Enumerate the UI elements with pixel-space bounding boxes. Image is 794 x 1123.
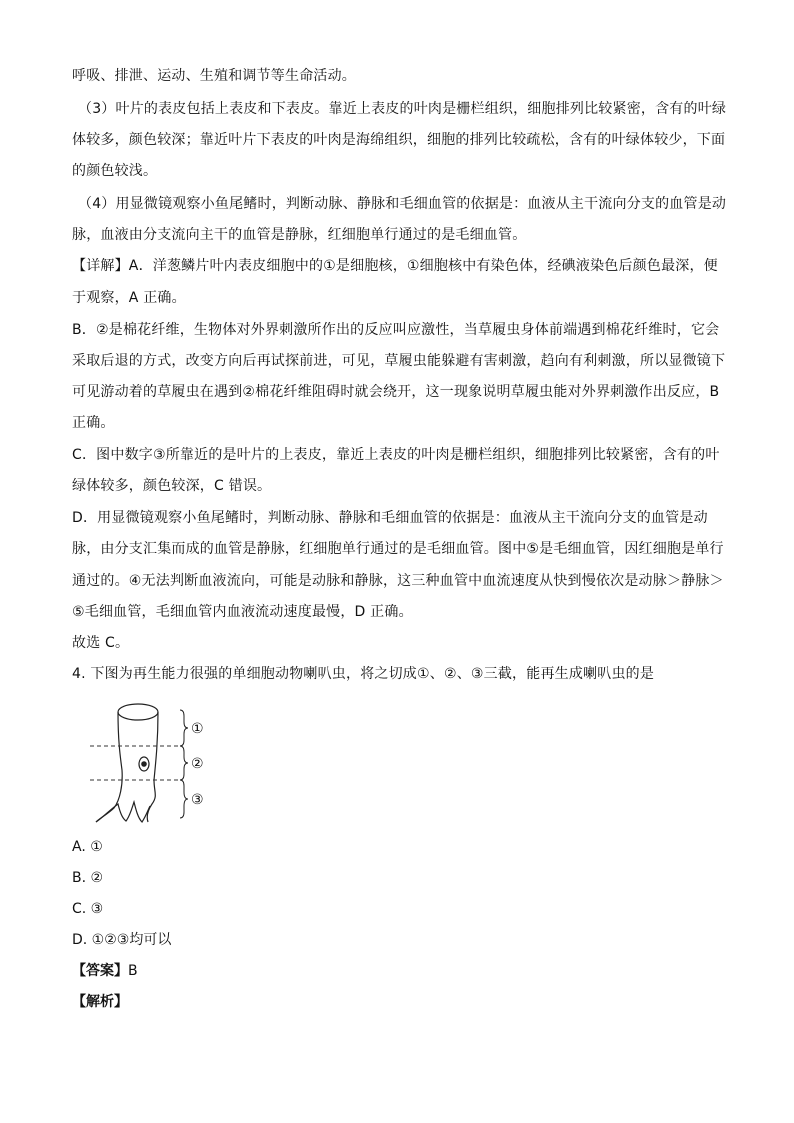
option-c: C. ③: [72, 901, 104, 917]
option-d: D. ①②③均可以: [72, 932, 172, 948]
option-a: A. ①: [72, 839, 103, 855]
analysis-tag: 【解析】: [72, 994, 128, 1010]
text-line: B．②是棉花纤维，生物体对外界刺激所作出的反应叫应激性，当草履虫身体前端遇到棉花纤维时，它会: [72, 322, 720, 338]
text-line: 脉，血液由分支流向主干的血管是静脉，红细胞单行通过的是毛细血管。: [72, 227, 527, 243]
text-line: 采取后退的方式，改变方向后再试探前进，可见，草履虫能躲避有害刺激，趋向有利刺激，所以显微镜下: [72, 353, 726, 369]
text-line: ⑤毛细血管，毛细血管内血液流动速度最慢，D 正确。: [72, 604, 413, 620]
figure-label-3: ③: [191, 792, 204, 808]
analysis-line: [72, 992, 128, 1012]
text-line: 绿体较多，颜色较深，C 错误。: [72, 478, 272, 494]
text-line: C．图中数字③所靠近的是叶片的上表皮，靠近上表皮的叶肉是栅栏组织，细胞排列比较紧密，含有的叶: [72, 447, 720, 463]
answer-value: B: [128, 963, 138, 979]
text-line: 的颜色较浅。: [72, 163, 158, 179]
question-stem: 4. 下图为再生能力很强的单细胞动物喇叭虫，将之切成①、②、③三截，能再生成喇叭虫的是: [72, 666, 655, 682]
text-line: 可见游动着的草履虫在遇到②棉花纤维阻碍时就会绕开，这一现象说明草履虫能对外界刺激作出反应，B: [72, 384, 720, 400]
trumpet-worm-figure: [90, 700, 230, 830]
text-line: 【详解】A．洋葱鳞片叶内表皮细胞中的①是细胞核，①细胞核中有染色体，经碘液染色后颜色最深，便: [72, 258, 718, 274]
text-line: 正确。: [72, 415, 115, 431]
text-line: 通过的。④无法判断血液流向，可能是动脉和静脉，这三种血管中血流速度从快到慢依次是动脉＞静脉＞: [72, 573, 724, 589]
figure-label-1: ①: [191, 721, 204, 737]
figure-label-2: ②: [191, 756, 204, 772]
text-line: （3）叶片的表皮包括上表皮和下表皮。靠近上表皮的叶肉是栅栏组织，细胞排列比较紧密，含有的叶绿: [78, 101, 727, 117]
answer-line: [72, 961, 138, 981]
option-b: B. ②: [72, 870, 104, 886]
text-line: 脉，由分支汇集而成的血管是静脉，红细胞单行通过的是毛细血管。图中⑤是毛细血管，因红细胞是单行: [72, 541, 724, 557]
text-line: 于观察，A 正确。: [72, 290, 186, 306]
text-line: 呼吸、排泄、运动、生殖和调节等生命活动。: [72, 68, 356, 84]
text-line: 故选 C。: [72, 635, 130, 651]
text-line: D．用显微镜观察小鱼尾鳍时，判断动脉、静脉和毛细血管的依据是：血液从主干流向分支的血管是动: [72, 510, 708, 526]
text-line: 体较多，颜色较深；靠近叶片下表皮的叶肉是海绵组织，细胞的排列比较疏松，含有的叶绿体较少，下面: [72, 132, 726, 148]
answer-tag: 【答案】: [72, 963, 128, 979]
text-line: （4）用显微镜观察小鱼尾鳍时，判断动脉、静脉和毛细血管的依据是：血液从主干流向分支的血管是动: [78, 196, 727, 212]
